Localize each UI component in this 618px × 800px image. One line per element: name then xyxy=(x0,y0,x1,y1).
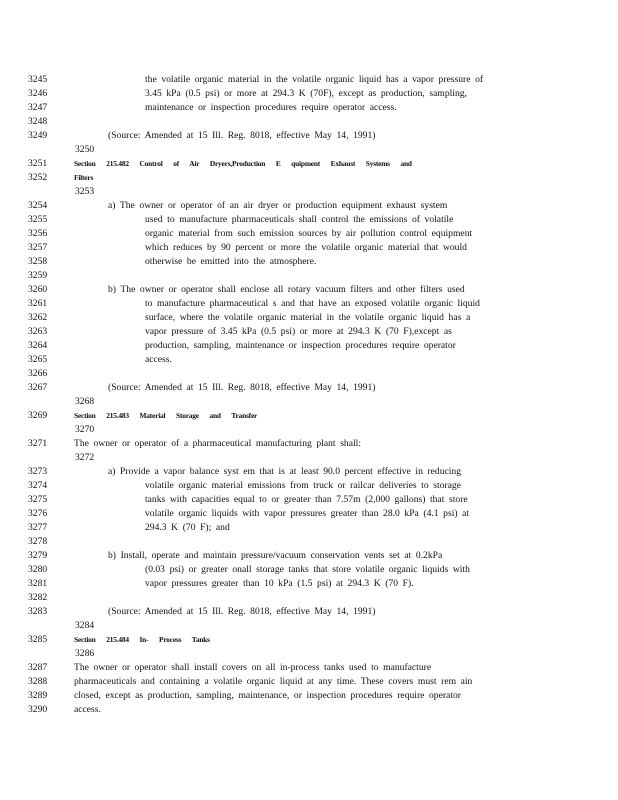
document-line xyxy=(0,423,618,437)
line-text: vapor pressure of 3.45 kPa (0.5 psi) or more at 294.3 K (70 F),except as xyxy=(145,326,452,337)
line-number: 3276 xyxy=(28,508,48,519)
document-line xyxy=(0,577,618,591)
line-text: a) The owner or operator of an air dryer or production equipment exhaust system xyxy=(108,200,448,211)
document-line xyxy=(0,339,618,353)
document-line xyxy=(0,199,618,213)
line-number: 3284 xyxy=(75,620,95,631)
line-text: used to manufacture pharmaceuticals shall control the emissions of volatile xyxy=(145,214,454,225)
document-line xyxy=(0,549,618,563)
line-number: 3270 xyxy=(75,424,95,435)
line-text: (Source: Amended at 15 Ill. Reg. 8018, effective May 14, 1991) xyxy=(108,130,376,141)
line-text: b) Install, operate and maintain pressure/vacuum conservation vents set at 0.2kPa xyxy=(108,550,443,561)
line-number: 3283 xyxy=(28,606,48,617)
document-line xyxy=(0,409,618,423)
line-number: 3251 xyxy=(28,158,48,169)
line-number: 3245 xyxy=(28,74,48,85)
line-text: maintenance or inspection procedures require operator access. xyxy=(145,102,397,113)
document-line xyxy=(0,353,618,367)
line-text: vapor pressures greater than 10 kPa (1.5 psi) at 294.3 K (70 F). xyxy=(145,578,414,589)
document-line xyxy=(0,185,618,199)
line-number: 3287 xyxy=(28,662,48,673)
line-number: 3289 xyxy=(28,690,48,701)
document-line xyxy=(0,311,618,325)
document-line xyxy=(0,255,618,269)
section-heading: Section 215.483 Material Storage and Transfer xyxy=(74,411,258,420)
line-text: access. xyxy=(74,704,101,715)
line-number: 3274 xyxy=(28,480,48,491)
document-line xyxy=(0,129,618,143)
document-line xyxy=(0,437,618,451)
line-number: 3267 xyxy=(28,382,48,393)
line-number: 3275 xyxy=(28,494,48,505)
line-number: 3246 xyxy=(28,88,48,99)
document-line xyxy=(0,507,618,521)
document-line xyxy=(0,493,618,507)
document-line xyxy=(0,157,618,171)
line-text: b) The owner or operator shall enclose all rotary vacuum filters and other filters used xyxy=(108,284,465,295)
line-number: 3264 xyxy=(28,340,48,351)
document-line xyxy=(0,703,618,717)
line-text: The owner or operator shall install covers on all in-process tanks used to manufacture xyxy=(74,662,432,673)
line-number: 3281 xyxy=(28,578,48,589)
document-line xyxy=(0,633,618,647)
line-number: 3273 xyxy=(28,466,48,477)
line-number: 3285 xyxy=(28,634,48,645)
document-line xyxy=(0,521,618,535)
line-number: 3260 xyxy=(28,284,48,295)
line-number: 3268 xyxy=(75,396,95,407)
line-number: 3269 xyxy=(28,410,48,421)
document-line xyxy=(0,143,618,157)
document-line xyxy=(0,591,618,605)
line-number: 3266 xyxy=(28,368,48,379)
line-text: the volatile organic material in the volatile organic liquid has a vapor pressure of xyxy=(145,74,484,85)
line-number: 3272 xyxy=(75,452,95,463)
line-number: 3256 xyxy=(28,228,48,239)
section-heading: Filters xyxy=(74,173,94,182)
document-line xyxy=(0,605,618,619)
line-text: a) Provide a vapor balance syst em that is at least 90.0 percent effective in reducing xyxy=(108,466,462,477)
document-line xyxy=(0,171,618,185)
document-line xyxy=(0,115,618,129)
line-text: pharmaceuticals and containing a volatile organic liquid at any time. These covers must rem ain xyxy=(74,676,473,687)
line-number: 3247 xyxy=(28,102,48,113)
line-text: otherwise be emitted into the atmosphere. xyxy=(145,256,317,267)
document-line xyxy=(0,619,618,633)
line-text: The owner or operator of a pharmaceutical manufacturing plant shall: xyxy=(74,438,361,449)
line-number: 3255 xyxy=(28,214,48,225)
line-number: 3249 xyxy=(28,130,48,141)
document-line xyxy=(0,241,618,255)
line-text: tanks with capacities equal to or greater than 7.57m (2,000 gallons) that store xyxy=(145,494,468,505)
line-text: closed, except as production, sampling, maintenance, or inspection procedures require operator xyxy=(74,690,461,701)
line-number: 3282 xyxy=(28,592,48,603)
line-text: production, sampling, maintenance or inspection procedures require operator xyxy=(145,340,456,351)
document-line xyxy=(0,563,618,577)
document-line xyxy=(0,227,618,241)
line-text: (0.03 psi) or greater onall storage tanks that store volatile organic liquids with xyxy=(145,564,470,575)
document-line xyxy=(0,101,618,115)
line-number: 3279 xyxy=(28,550,48,561)
line-number: 3280 xyxy=(28,564,48,575)
document-line xyxy=(0,213,618,227)
line-text: volatile organic liquids with vapor pressures greater than 28.0 kPa (4.1 psi) at xyxy=(145,508,470,519)
document-line xyxy=(0,647,618,661)
line-number: 3257 xyxy=(28,242,48,253)
line-number: 3262 xyxy=(28,312,48,323)
document-line xyxy=(0,73,618,87)
line-text: which reduces by 90 percent or more the volatile organic material that would xyxy=(145,242,467,253)
line-number: 3258 xyxy=(28,256,48,267)
document-line xyxy=(0,661,618,675)
document-line xyxy=(0,87,618,101)
line-text: (Source: Amended at 15 Ill. Reg. 8018, effective May 14, 1991) xyxy=(108,606,376,617)
line-text: volatile organic material emissions from truck or railcar deliveries to storage xyxy=(145,480,461,491)
line-number: 3278 xyxy=(28,536,48,547)
document-line xyxy=(0,283,618,297)
document-line xyxy=(0,395,618,409)
line-number: 3261 xyxy=(28,298,48,309)
document-line xyxy=(0,367,618,381)
document-line xyxy=(0,269,618,283)
line-number: 3286 xyxy=(75,648,95,659)
line-number: 3253 xyxy=(75,186,95,197)
document-line xyxy=(0,689,618,703)
line-text: 3.45 kPa (0.5 psi) or more at 294.3 K (70F), except as production, sampling, xyxy=(145,88,467,99)
document-line xyxy=(0,479,618,493)
document-line xyxy=(0,535,618,549)
section-heading: Section 215.482 Control of Air Dryers,Production E quipment Exhaust Systems and xyxy=(74,159,412,168)
document-line xyxy=(0,465,618,479)
line-number: 3259 xyxy=(28,270,48,281)
line-text: access. xyxy=(145,354,172,365)
line-number: 3248 xyxy=(28,116,48,127)
document-line xyxy=(0,297,618,311)
line-number: 3271 xyxy=(28,438,48,449)
line-text: (Source: Amended at 15 Ill. Reg. 8018, effective May 14, 1991) xyxy=(108,382,376,393)
line-number: 3277 xyxy=(28,522,48,533)
document-line xyxy=(0,451,618,465)
line-number: 3250 xyxy=(75,144,95,155)
line-number: 3265 xyxy=(28,354,48,365)
document-line xyxy=(0,675,618,689)
line-number: 3290 xyxy=(28,704,48,715)
document-line xyxy=(0,381,618,395)
line-text: to manufacture pharmaceutical s and that have an exposed volatile organic liquid xyxy=(145,298,480,309)
line-text: 294.3 K (70 F); and xyxy=(145,522,230,533)
line-number: 3263 xyxy=(28,326,48,337)
document-line xyxy=(0,325,618,339)
line-number: 3288 xyxy=(28,676,48,687)
line-number: 3254 xyxy=(28,200,48,211)
section-heading: Section 215.484 In- Process Tanks xyxy=(74,635,210,644)
line-text: surface, where the volatile organic material in the volatile organic liquid has a xyxy=(145,312,471,323)
line-text: organic material from such emission sources by air pollution control equipment xyxy=(145,228,473,239)
line-number: 3252 xyxy=(28,172,48,183)
